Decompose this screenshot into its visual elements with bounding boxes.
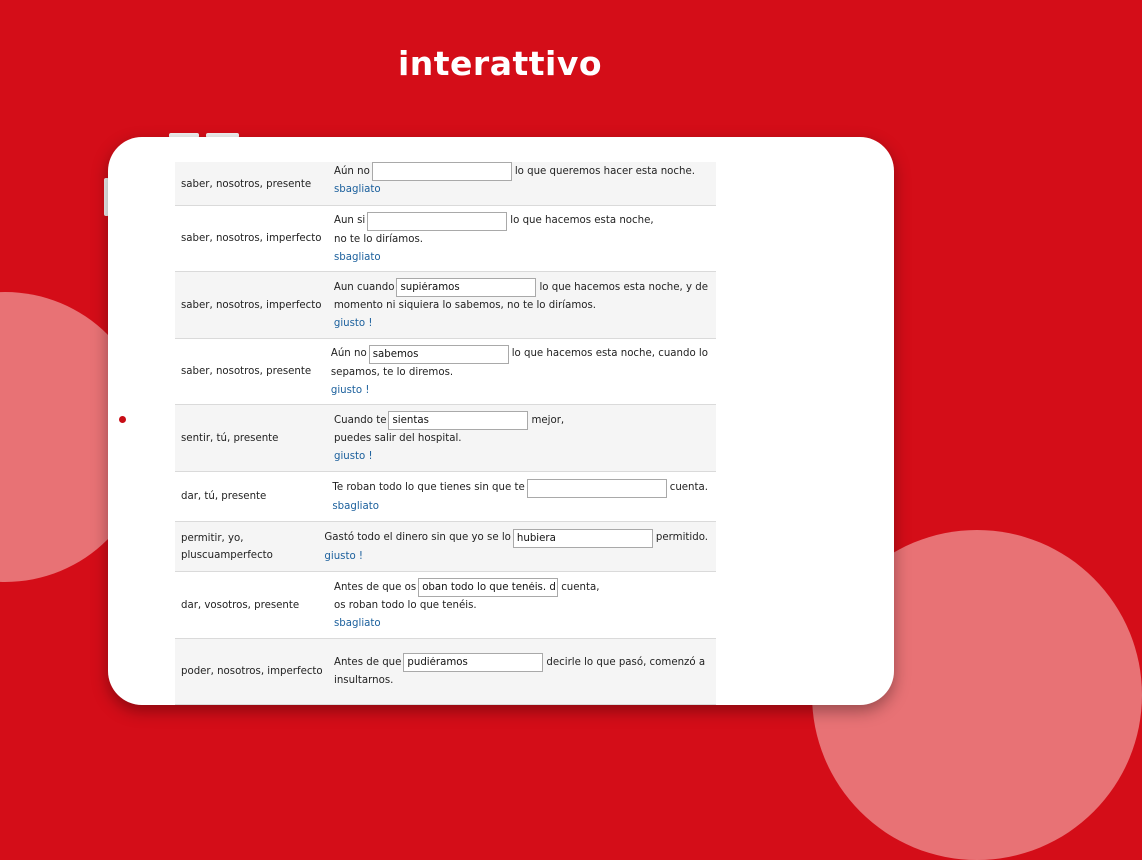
table-row [175,339,716,405]
camera-icon [119,416,126,423]
sentence-after: lo que hacemos esta noche, cuando lo [511,348,708,359]
sentence-line [331,345,708,364]
sentence-after: lo que hacemos esta noche, y de [539,281,708,293]
verb-label: dar, tú, presente [181,491,267,502]
sentence-cell [328,162,716,205]
sentence-after: permitido. [655,532,708,543]
sentence-line [324,529,708,548]
table-row [175,572,716,639]
sentence-cell [326,472,716,521]
sentence-line [334,578,708,597]
sentence-cell [318,522,716,571]
sentence-after: cuenta. [669,482,708,493]
sentence-continuation: no te lo diríamos. [334,233,423,245]
sentence-continuation: os roban todo lo que tenéis. [334,600,477,611]
verb-cell [175,206,328,271]
verb-label: saber, nosotros, imperfecto [181,233,322,244]
answer-input[interactable] [527,479,667,498]
page-headline: interattivo [397,44,603,83]
answer-input[interactable] [403,653,543,672]
sentence-cell [328,639,716,704]
sentence-line [334,653,708,672]
sentence-before: Antes de que [334,656,402,668]
verb-cell [175,572,328,638]
sentence-cell [328,572,716,638]
result-label: giusto ! [324,550,364,562]
result-label: sbagliato [334,618,381,629]
sentence-continuation: puedes salir del hospital. [334,433,462,444]
exercise-table [175,162,716,686]
verb-cell [175,472,326,521]
sentence-before: Te roban todo lo que tienes sin que te [332,482,525,493]
sentence-before: Cuando te [334,414,387,426]
sentence-line [332,479,708,498]
result-label: sbagliato [334,184,381,195]
sentence-continuation: insultarnos. [334,675,394,686]
sentence-after: lo que queremos hacer esta noche. [514,165,695,177]
verb-label: poder, nosotros, imperfecto [181,666,323,677]
sentence-line [334,278,708,297]
answer-input[interactable] [369,345,509,364]
answer-input[interactable] [513,529,653,548]
sentence-before: Aun cuando [333,281,395,293]
sentence-after: decirle lo que pasó, comenzó a [546,656,706,668]
table-row [175,639,716,705]
sentence-cell [328,272,716,338]
sentence-before: Aún no [330,348,367,359]
sentence-before: Gastó todo el dinero sin que yo se lo [324,532,511,543]
table-row [175,522,716,572]
verb-label: permitir, yo, pluscuamperfecto [181,532,273,561]
result-label: giusto ! [330,384,370,396]
answer-input[interactable] [418,578,558,597]
sentence-cell [328,405,716,471]
sentence-before: Aun si [334,215,366,226]
answer-input[interactable] [396,278,536,297]
result-label: sbagliato [334,251,381,263]
verb-label: dar, vosotros, presente [181,599,300,611]
sentence-after: mejor, [531,414,565,426]
table-row [175,272,716,339]
result-label: giusto ! [334,451,373,462]
sentence-before: Antes de que os [334,581,417,593]
sentence-line [334,411,708,430]
sentence-continuation: momento ni siquiera lo sabemos, no te lo diríamos. [333,300,597,311]
answer-input[interactable] [372,162,512,181]
verb-cell [175,339,325,404]
sentence-cell [325,339,716,404]
verb-label: sentir, tú, presente [181,432,279,444]
verb-label: saber, nosotros, imperfecto [181,299,322,311]
verb-cell [175,522,318,571]
sentence-line [334,162,708,181]
verb-cell [175,272,328,338]
sentence-line [334,212,708,231]
result-label: sbagliato [332,500,379,512]
table-row [175,206,716,272]
verb-cell [175,639,328,704]
table-row [175,162,716,206]
table-row [175,472,716,522]
sentence-after: lo que hacemos esta noche, [510,215,654,226]
verb-label: saber, nosotros, presente [181,366,312,377]
verb-cell [175,405,328,471]
sentence-continuation: sepamos, te lo diremos. [330,366,454,378]
sentence-before: Aún no [334,165,370,177]
answer-input[interactable] [367,212,507,231]
table-row [175,405,716,472]
result-label: giusto ! [333,318,373,329]
answer-input[interactable] [388,411,528,430]
verb-cell [175,162,328,205]
sentence-cell [328,206,716,271]
verb-label: saber, nosotros, presente [181,179,312,190]
sentence-after: cuenta, [561,581,600,593]
